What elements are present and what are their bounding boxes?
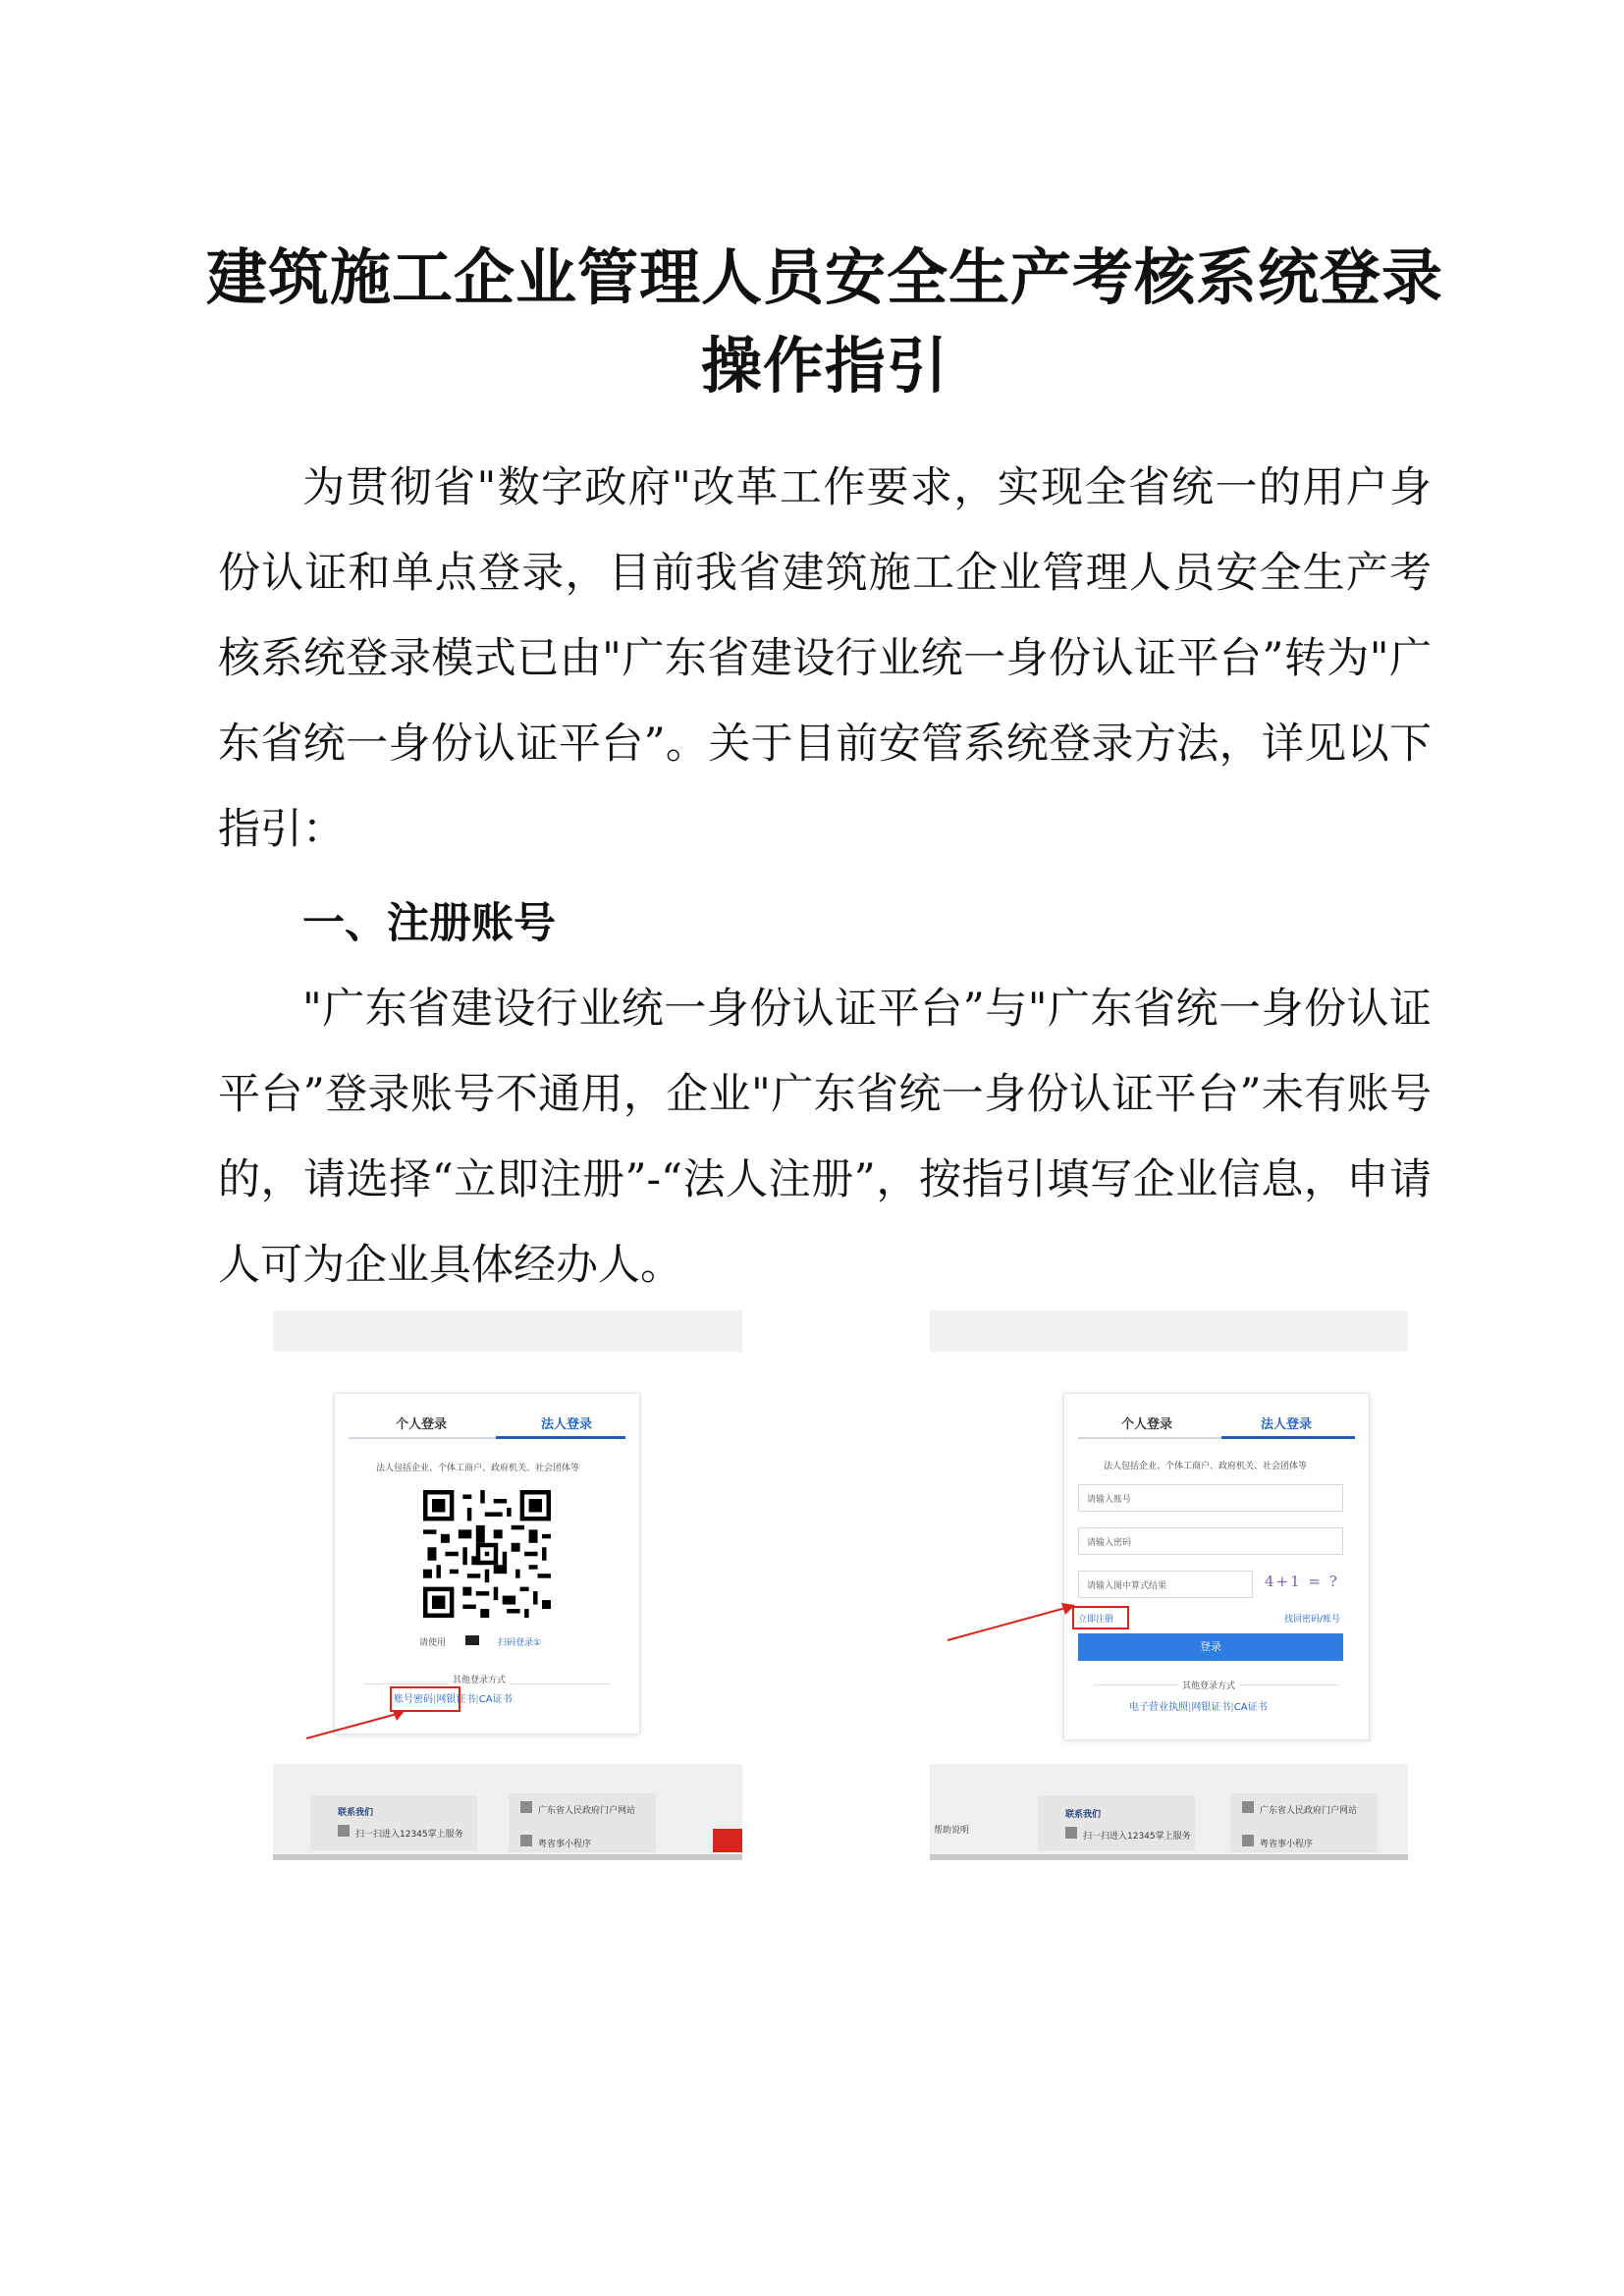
legal-note: 法人包括企业、个体工商户、政府机关、社会团体等 [376,1464,580,1473]
footer-scan-text[interactable]: 扫一扫进入12345掌上服务 [1083,1832,1191,1842]
screenshot-password-login [930,1310,1408,1860]
account-input[interactable] [1078,1484,1343,1512]
active-tab-indicator [496,1436,625,1439]
side-service-icon[interactable] [713,1829,742,1852]
footer-help-text[interactable]: 帮助说明 [934,1826,970,1836]
login-methods-row: 电子营业执照|网银证书|CA证书 [1129,1702,1268,1713]
intro-paragraph: 为贯彻省"数字政府"改革工作要求，实现全省统一的用户身份认证和单点登录，目前我省建筑施工企业管理人员安全生产考核系统登录模式已由"广东省建设行业统一身份认证平台”转为"广东省统一身份认证平台”。关于目前安管系统登录方法，详见以下指引： [218,463,1432,854]
red-arrow-icon [302,1703,410,1742]
active-tab-indicator [1221,1436,1355,1439]
tab-personal-login[interactable]: 个人登录 [396,1417,448,1432]
miniapp-qr-icon [1242,1835,1254,1846]
method-bank-link[interactable]: 网银证书 [436,1694,476,1705]
portal-qr-icon [520,1801,532,1813]
red-arrow-icon [944,1595,1081,1644]
scan-hint-prefix: 请使用 [419,1638,447,1648]
footer-contact-box [1038,1795,1195,1850]
miniapp-qr-icon [520,1835,532,1846]
method-ca-link[interactable]: CA证书 [1233,1702,1268,1713]
browser-top-bar [273,1310,742,1352]
method-password-link[interactable]: 账号密码 [394,1694,433,1705]
tab-personal-login[interactable]: 个人登录 [1121,1417,1173,1432]
login-button[interactable]: 登录 [1078,1633,1343,1661]
legal-note: 法人包括企业、个体工商户、政府机关、社会团体等 [1104,1462,1308,1471]
other-methods-label: 其他登录方式 [1178,1679,1239,1691]
footer-portal-link[interactable]: 广东省人民政府门户网站 [1260,1806,1358,1816]
footer-contact-title: 联系我们 [338,1808,374,1818]
site-footer [273,1764,742,1860]
section-heading-register: 一、注册账号 [302,899,556,948]
password-placeholder: 请输入密码 [1087,1538,1132,1548]
register-paragraph: "广东省建设行业统一身份认证平台”与"广东省统一身份认证平台”登录账号不通用，企业"广东省统一身份认证平台”未有账号的，请选择“立即注册”-“法人注册”，按指引填写企业信息，申请人可为企业具体经办人。 [218,985,1432,1290]
screenshot-qr-login [273,1310,742,1860]
captcha-input[interactable] [1078,1571,1253,1598]
account-placeholder: 请输入账号 [1087,1495,1132,1505]
footer-contact-box [310,1795,477,1850]
footer-miniapp-link[interactable]: 粤省事小程序 [538,1840,592,1849]
phone-icon [338,1825,350,1837]
method-bank-link[interactable]: 网银证书 [1191,1702,1231,1713]
footer-contact-title: 联系我们 [1065,1810,1102,1820]
footer-edge [930,1854,1408,1860]
tab-legal-login[interactable]: 法人登录 [541,1417,593,1432]
captcha-image[interactable]: 4+1 = ? [1265,1573,1339,1590]
forgot-password-link[interactable]: 找回密码/账号 [1284,1615,1341,1625]
login-methods-row: 账号密码|网银证书|CA证书 [394,1694,513,1705]
login-tabs [349,1414,625,1439]
qr-code-icon [423,1490,551,1618]
other-methods-label: 其他登录方式 [449,1673,510,1685]
scan-login-link[interactable]: 扫码登录① [498,1638,542,1648]
footer-edge [273,1854,742,1860]
footer-scan-text[interactable]: 扫一扫进入12345掌上服务 [355,1830,463,1840]
app-logo-icon [465,1635,479,1645]
title-line-1: 建筑施工企业管理人员安全生产考核系统登录 [206,241,1444,313]
site-footer [930,1764,1408,1860]
password-input[interactable] [1078,1527,1343,1555]
title-line-2: 操作指引 [700,330,948,401]
browser-top-bar [930,1310,1408,1352]
captcha-placeholder: 请输入图中算式结果 [1087,1581,1167,1591]
login-card [1063,1393,1370,1740]
footer-miniapp-link[interactable]: 粤省事小程序 [1260,1840,1314,1849]
footer-portal-link[interactable]: 广东省人民政府门户网站 [538,1806,636,1816]
method-license-link[interactable]: 电子营业执照 [1129,1702,1188,1713]
phone-icon [1065,1827,1077,1839]
document-title [206,234,1443,410]
method-ca-link[interactable]: CA证书 [478,1694,513,1705]
login-card [334,1393,640,1735]
portal-qr-icon [1242,1801,1254,1813]
register-link[interactable]: 立即注册 [1078,1615,1114,1625]
tab-legal-login[interactable]: 法人登录 [1261,1417,1313,1432]
login-tabs [1078,1414,1355,1439]
